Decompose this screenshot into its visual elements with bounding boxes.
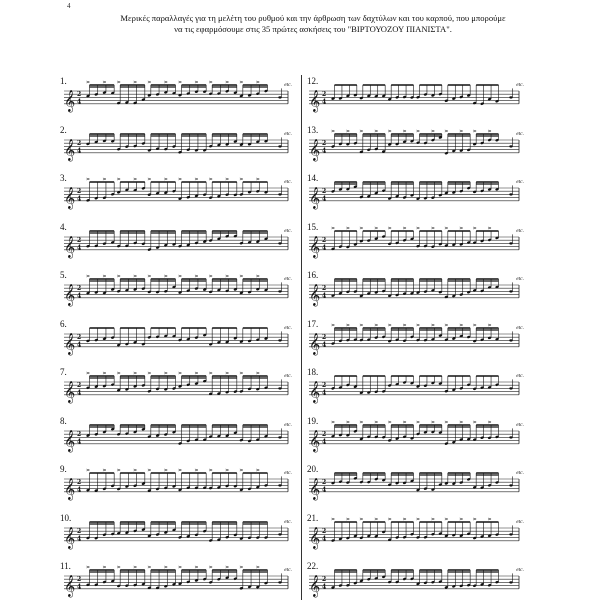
exercise-number: 16.: [307, 270, 319, 280]
etc-label: etc.: [284, 276, 292, 282]
treble-clef-icon: 𝄞: [309, 283, 321, 306]
treble-clef-icon: 𝄞: [309, 526, 321, 549]
exercise-number: 14.: [307, 173, 319, 183]
treble-clef-icon: 𝄞: [64, 574, 76, 597]
note-groups: [331, 421, 499, 445]
final-note: [509, 387, 512, 389]
exercise: [60, 270, 300, 319]
exercise-number: 15.: [307, 221, 319, 232]
exercise-number: 17.: [307, 318, 319, 329]
exercise: [60, 319, 300, 368]
treble-clef-icon: 𝄞: [64, 429, 76, 452]
etc-label: etc.: [516, 227, 524, 234]
music-staff: [309, 376, 534, 406]
etc-label: etc.: [516, 567, 524, 573]
music-staff: [64, 231, 304, 261]
time-signature-top: 2: [322, 188, 327, 196]
time-signature-bottom: 4: [322, 389, 327, 397]
time-signature-top: 2: [322, 430, 327, 438]
exercise-number: 7.: [60, 367, 67, 377]
note-groups: [331, 130, 499, 155]
time-signature-bottom: 4: [77, 98, 82, 106]
exercise: [60, 76, 300, 125]
exercise-number: 10.: [60, 512, 72, 523]
note-groups: [86, 178, 268, 202]
final-note: [278, 581, 281, 583]
note-groups: [86, 81, 268, 105]
treble-clef-icon: 𝄞: [64, 332, 76, 355]
final-note: [278, 436, 281, 438]
time-signature-bottom: 4: [322, 244, 327, 252]
music-staff: [309, 182, 534, 212]
treble-clef-icon: 𝄞: [64, 380, 76, 403]
final-note: [278, 96, 281, 98]
music-staff: [64, 376, 304, 406]
staff-lines: [309, 431, 519, 444]
exercise: [305, 222, 530, 271]
intro-text: Μερικές παραλλαγές για τη μελέτη του ρυθμού και την άρθρωση των δαχτύλων και του καρπού, που μπορούμε να τις εφαρμόσουμε στις 35 πρώτες ασκήσεις του "ΒΙΡΤΟΥΟΖΟΥ ΠΙΑΝΙΣΤΑ".: [120, 13, 506, 34]
exercise: [305, 270, 530, 319]
etc-label: etc.: [516, 179, 524, 185]
etc-label: etc.: [516, 518, 524, 525]
time-signature-top: 2: [322, 333, 327, 341]
exercise-number: 6.: [60, 318, 67, 329]
time-signature-bottom: 4: [77, 341, 82, 349]
exercise: [305, 319, 530, 368]
final-note: [278, 533, 281, 535]
time-signature-bottom: 4: [77, 535, 82, 543]
time-signature-bottom: 4: [322, 583, 327, 591]
treble-clef-icon: 𝄞: [64, 526, 76, 549]
exercise: [305, 513, 530, 562]
treble-clef-icon: 𝄞: [64, 235, 76, 258]
exercise: [60, 125, 300, 174]
exercise-number: 8.: [60, 415, 67, 426]
time-signature-top: 2: [77, 188, 82, 196]
etc-label: etc.: [516, 421, 524, 428]
note-groups: [86, 231, 268, 251]
time-signature-top: 2: [77, 382, 82, 390]
time-signature-top: 2: [322, 139, 327, 147]
final-note: [509, 290, 512, 292]
time-signature-top: 2: [77, 479, 82, 487]
time-signature-top: 2: [77, 333, 82, 341]
final-note: [509, 193, 512, 195]
exercise-number: 4.: [60, 221, 67, 232]
music-staff: [309, 570, 534, 600]
final-note: [509, 145, 512, 147]
time-signature-bottom: 4: [77, 147, 82, 155]
final-note: [278, 290, 281, 292]
note-groups: [86, 372, 268, 395]
treble-clef-icon: 𝄞: [309, 235, 321, 258]
exercise: [60, 561, 300, 610]
etc-label: etc.: [284, 421, 292, 428]
time-signature-top: 2: [322, 576, 327, 584]
time-signature-top: 2: [322, 479, 327, 487]
music-staff: [309, 473, 534, 503]
time-signature-bottom: 4: [77, 486, 82, 494]
final-note: [509, 533, 512, 535]
time-signature-bottom: 4: [77, 389, 82, 397]
note-groups: [86, 566, 268, 590]
treble-clef-icon: 𝄞: [64, 477, 76, 500]
treble-clef-icon: 𝄞: [309, 574, 321, 597]
etc-label: etc.: [284, 470, 292, 476]
etc-label: etc.: [284, 567, 292, 573]
exercise: [305, 464, 530, 513]
staff-lines: [309, 237, 519, 250]
final-note: [278, 387, 281, 389]
exercise-number: 9.: [60, 464, 67, 474]
time-signature-bottom: 4: [322, 535, 327, 543]
exercise-number: 2.: [60, 124, 67, 135]
page-number: 4: [67, 2, 71, 10]
note-groups: [86, 522, 268, 542]
etc-label: etc.: [284, 324, 292, 331]
exercise: [305, 76, 530, 125]
etc-label: etc.: [516, 276, 524, 282]
etc-label: etc.: [284, 518, 292, 525]
final-note: [278, 339, 281, 341]
treble-clef-icon: 𝄞: [309, 332, 321, 355]
time-signature-top: 2: [77, 236, 82, 244]
music-staff: [309, 425, 534, 455]
music-staff: [64, 522, 304, 552]
exercise: [305, 416, 530, 465]
time-signature-top: 2: [322, 285, 327, 293]
left-column: [60, 76, 300, 610]
final-note: [278, 193, 281, 195]
final-note: [509, 484, 512, 486]
time-signature-bottom: 4: [77, 438, 82, 446]
etc-label: etc.: [284, 227, 292, 234]
etc-label: etc.: [516, 373, 524, 379]
etc-label: etc.: [284, 373, 292, 379]
time-signature-bottom: 4: [322, 98, 327, 106]
treble-clef-icon: 𝄞: [309, 186, 321, 209]
final-note: [278, 484, 281, 486]
etc-label: etc.: [516, 470, 524, 476]
time-signature-bottom: 4: [77, 244, 82, 252]
exercise-number: 11.: [60, 561, 71, 571]
exercise-number: 5.: [60, 270, 67, 280]
exercise-number: 13.: [307, 124, 319, 135]
final-note: [509, 436, 512, 438]
final-note: [509, 96, 512, 98]
final-note: [509, 581, 512, 583]
note-groups: [86, 425, 268, 445]
treble-clef-icon: 𝄞: [64, 138, 76, 161]
exercise-number: 21.: [307, 512, 319, 523]
music-staff: [309, 134, 534, 164]
exercise: [60, 464, 300, 513]
exercise: [305, 125, 530, 174]
exercise-number: 12.: [307, 76, 319, 86]
exercise: [60, 173, 300, 222]
time-signature-top: 2: [77, 527, 82, 535]
exercise-number: 19.: [307, 415, 319, 426]
right-column: [305, 76, 530, 610]
note-groups: [331, 227, 499, 251]
time-signature-top: 2: [77, 576, 82, 584]
time-signature-bottom: 4: [322, 147, 327, 155]
exercise-number: 3.: [60, 173, 67, 183]
music-staff: [64, 182, 304, 212]
staff-lines: [309, 140, 519, 153]
staff-lines: [309, 285, 519, 298]
music-staff: [309, 328, 534, 358]
etc-label: etc.: [516, 130, 524, 137]
exercise: [305, 561, 530, 610]
etc-label: etc.: [516, 82, 524, 88]
etc-label: etc.: [284, 130, 292, 137]
time-signature-top: 2: [77, 285, 82, 293]
music-staff: [64, 85, 304, 115]
treble-clef-icon: 𝄞: [309, 138, 321, 161]
music-staff: [64, 425, 304, 455]
time-signature-top: 2: [77, 91, 82, 99]
time-signature-bottom: 4: [322, 341, 327, 349]
time-signature-bottom: 4: [322, 486, 327, 494]
treble-clef-icon: 𝄞: [309, 89, 321, 112]
note-groups: [331, 570, 499, 589]
music-staff: [64, 570, 304, 600]
exercise: [305, 173, 530, 222]
note-groups: [331, 324, 499, 345]
time-signature-top: 2: [77, 139, 82, 147]
treble-clef-icon: 𝄞: [309, 429, 321, 452]
music-staff: [64, 473, 304, 503]
final-note: [509, 242, 512, 244]
etc-label: etc.: [284, 82, 292, 88]
exercise: [60, 222, 300, 271]
exercise-number: 18.: [307, 367, 319, 377]
music-staff: [309, 279, 534, 309]
time-signature-bottom: 4: [322, 438, 327, 446]
exercise: [60, 367, 300, 416]
time-signature-top: 2: [322, 91, 327, 99]
final-note: [278, 145, 281, 147]
time-signature-bottom: 4: [77, 195, 82, 203]
final-note: [509, 339, 512, 341]
music-staff: [64, 134, 304, 164]
note-groups: [331, 518, 499, 542]
music-staff: [309, 85, 534, 115]
time-signature-bottom: 4: [322, 292, 327, 300]
treble-clef-icon: 𝄞: [64, 283, 76, 306]
note-groups: [331, 85, 499, 105]
etc-label: etc.: [284, 179, 292, 185]
exercise-number: 1.: [60, 76, 67, 86]
time-signature-bottom: 4: [77, 583, 82, 591]
time-signature-bottom: 4: [322, 195, 327, 203]
treble-clef-icon: 𝄞: [309, 380, 321, 403]
note-groups: [86, 134, 268, 154]
time-signature-top: 2: [322, 527, 327, 535]
music-staff: [64, 328, 304, 358]
exercise: [305, 367, 530, 416]
time-signature-top: 2: [77, 430, 82, 438]
time-signature-top: 2: [322, 382, 327, 390]
final-note: [278, 242, 281, 244]
treble-clef-icon: 𝄞: [64, 89, 76, 112]
music-staff: [309, 522, 534, 552]
note-groups: [331, 279, 499, 299]
time-signature-top: 2: [322, 236, 327, 244]
time-signature-bottom: 4: [77, 292, 82, 300]
music-staff: [309, 231, 534, 261]
exercise-number: 22.: [307, 561, 319, 571]
music-staff: [64, 279, 304, 309]
exercise-number: 20.: [307, 464, 319, 474]
treble-clef-icon: 𝄞: [309, 477, 321, 500]
etc-label: etc.: [516, 324, 524, 331]
treble-clef-icon: 𝄞: [64, 186, 76, 209]
staff-lines: [309, 576, 519, 589]
exercise: [60, 416, 300, 465]
exercise: [60, 513, 300, 562]
